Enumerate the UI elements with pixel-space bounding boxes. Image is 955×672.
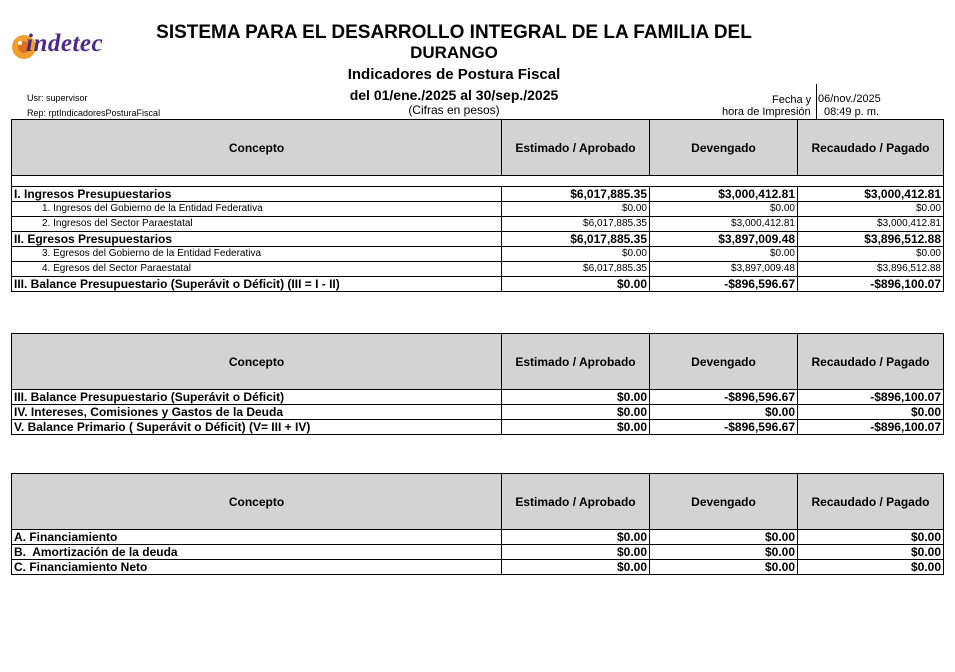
- table-row: [12, 530, 944, 545]
- recaudado-cell: $0.00: [798, 405, 944, 420]
- col-concepto: Concepto: [12, 120, 502, 176]
- report-period: del 01/ene./2025 al 30/sep./2025: [349, 87, 559, 103]
- report-units: (Cifras en pesos): [408, 103, 500, 117]
- devengado-cell: $0.00: [650, 545, 798, 560]
- financiamiento-table: [11, 473, 944, 575]
- col-estimado: Estimado / Aprobado: [502, 120, 650, 176]
- report-subtitle: Indicadores de Postura Fiscal: [347, 66, 561, 83]
- recaudado-cell: $3,000,412.81: [798, 187, 944, 202]
- col-devengado: Devengado: [650, 120, 798, 176]
- devengado-cell: $3,897,009.48: [650, 232, 798, 247]
- table-header-row: [12, 120, 944, 176]
- concepto-cell: A. Financiamiento: [12, 530, 502, 545]
- concepto-cell: III. Balance Presupuestario (Superávit o Déficit) (III = I - II): [12, 277, 502, 292]
- devengado-cell: -$896,596.67: [650, 420, 798, 435]
- table-row: [12, 405, 944, 420]
- col-recaudado: Recaudado / Pagado: [798, 474, 944, 530]
- estimado-cell: $0.00: [502, 420, 650, 435]
- fecha-value: 06/nov./2025: [818, 93, 881, 105]
- devengado-cell: $0.00: [650, 560, 798, 575]
- estimado-cell: $0.00: [502, 530, 650, 545]
- concepto-cell: 1. Ingresos del Gobierno de la Entidad Federativa: [12, 202, 502, 217]
- estimado-cell: $0.00: [502, 202, 650, 217]
- ingresos-egresos-table: [11, 119, 944, 292]
- fecha-label: Fecha y: [772, 94, 812, 106]
- estimado-cell: $0.00: [502, 390, 650, 405]
- devengado-cell: $0.00: [650, 247, 798, 262]
- indetec-logo: [10, 28, 130, 64]
- hora-value: 08:49 p. m.: [824, 106, 880, 118]
- col-estimado: Estimado / Aprobado: [502, 474, 650, 530]
- recaudado-cell: -$896,100.07: [798, 420, 944, 435]
- report-title-line1: SISTEMA PARA EL DESARROLLO INTEGRAL DE LA FAMILIA DEL: [156, 22, 752, 43]
- col-devengado: Devengado: [650, 474, 798, 530]
- logo-text: indetec: [26, 30, 104, 57]
- col-devengado: Devengado: [650, 334, 798, 390]
- table-row: [12, 390, 944, 405]
- recaudado-cell: $3,000,412.81: [798, 217, 944, 232]
- user-label: Usr: supervisor: [27, 93, 88, 103]
- concepto-cell: 4. Egresos del Sector Paraestatal: [12, 262, 502, 277]
- recaudado-cell: $0.00: [798, 247, 944, 262]
- table-row: [12, 187, 944, 202]
- report-title-line2: DURANGO: [410, 43, 498, 62]
- col-recaudado: Recaudado / Pagado: [798, 120, 944, 176]
- estimado-cell: $0.00: [502, 560, 650, 575]
- recaudado-cell: $0.00: [798, 530, 944, 545]
- table-row: [12, 420, 944, 435]
- estimado-cell: $0.00: [502, 247, 650, 262]
- table-row: [12, 232, 944, 247]
- devengado-cell: -$896,596.67: [650, 390, 798, 405]
- balance-primario-table: [11, 333, 944, 435]
- recaudado-cell: $0.00: [798, 545, 944, 560]
- col-concepto: Concepto: [12, 334, 502, 390]
- recaudado-cell: -$896,100.07: [798, 277, 944, 292]
- estimado-cell: $6,017,885.35: [502, 187, 650, 202]
- table-header-row: [12, 474, 944, 530]
- concepto-cell: 2. Ingresos del Sector Paraestatal: [12, 217, 502, 232]
- table-row: [12, 262, 944, 277]
- estimado-cell: $0.00: [502, 277, 650, 292]
- concepto-cell: III. Balance Presupuestario (Superávit o Déficit): [12, 390, 502, 405]
- estimado-cell: $6,017,885.35: [502, 262, 650, 277]
- devengado-cell: -$896,596.67: [650, 277, 798, 292]
- header-divider: [816, 84, 817, 119]
- estimado-cell: $6,017,885.35: [502, 217, 650, 232]
- table-row: [12, 202, 944, 217]
- devengado-cell: $3,897,009.48: [650, 262, 798, 277]
- col-concepto: Concepto: [12, 474, 502, 530]
- devengado-cell: $3,000,412.81: [650, 187, 798, 202]
- col-estimado: Estimado / Aprobado: [502, 334, 650, 390]
- recaudado-cell: $3,896,512.88: [798, 232, 944, 247]
- table-row: [12, 545, 944, 560]
- recaudado-cell: -$896,100.07: [798, 390, 944, 405]
- concepto-cell: I. Ingresos Presupuestarios: [12, 187, 502, 202]
- devengado-cell: $0.00: [650, 530, 798, 545]
- recaudado-cell: $3,896,512.88: [798, 262, 944, 277]
- col-recaudado: Recaudado / Pagado: [798, 334, 944, 390]
- recaudado-cell: $0.00: [798, 560, 944, 575]
- table-row: [12, 247, 944, 262]
- concepto-cell: C. Financiamiento Neto: [12, 560, 502, 575]
- concepto-cell: V. Balance Primario ( Superávit o Déficit) (V= III + IV): [12, 420, 502, 435]
- concepto-cell: IV. Intereses, Comisiones y Gastos de la Deuda: [12, 405, 502, 420]
- devengado-cell: $0.00: [650, 202, 798, 217]
- estimado-cell: $6,017,885.35: [502, 232, 650, 247]
- table-header-row: [12, 334, 944, 390]
- concepto-cell: 3. Egresos del Gobierno de la Entidad Federativa: [12, 247, 502, 262]
- concepto-cell: II. Egresos Presupuestarios: [12, 232, 502, 247]
- hora-label: hora de Impresión: [722, 106, 811, 118]
- recaudado-cell: $0.00: [798, 202, 944, 217]
- devengado-cell: $0.00: [650, 405, 798, 420]
- devengado-cell: $3,000,412.81: [650, 217, 798, 232]
- estimado-cell: $0.00: [502, 405, 650, 420]
- table-row: [12, 560, 944, 575]
- table-row: [12, 277, 944, 292]
- estimado-cell: $0.00: [502, 545, 650, 560]
- report-id-label: Rep: rptIndicadoresPosturaFiscal: [27, 108, 161, 118]
- table-row: [12, 217, 944, 232]
- concepto-cell: B. Amortización de la deuda: [12, 545, 502, 560]
